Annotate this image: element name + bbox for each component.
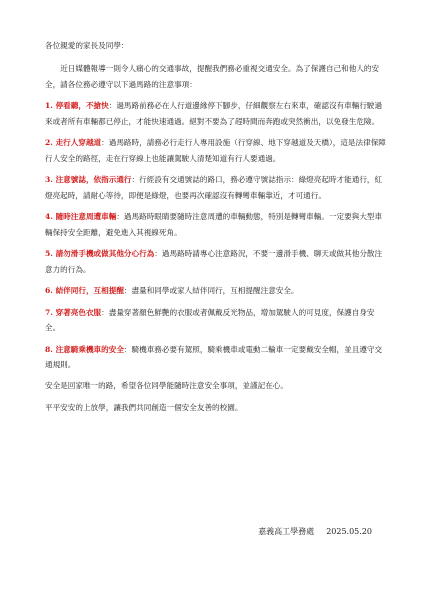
safety-item-4	[45, 209, 386, 240]
safety-item-text: ：過馬路時，請務必行走行人專用設施（行穿線、地下穿越道及天橋），這是法律保障行人安全的路徑，走在行穿線上也能讓駕駛人清楚知道有行人要通過。	[45, 138, 386, 163]
safety-item-heading: 3. 注意號誌，依指示通行	[45, 175, 132, 184]
signature-organization: 嘉義高工學務處	[258, 527, 315, 536]
safety-item-heading: 6. 結伴同行，互相提醒	[45, 286, 124, 295]
safety-item-6	[45, 283, 386, 299]
safety-item-heading: 2. 走行人穿越道	[45, 138, 102, 147]
greeting: 各位親愛的家長及同學：	[45, 41, 129, 50]
safety-item-text: ：過馬路時眼睛要隨時注意周遭的車輛動態，特別是轉彎車輛。一定要與大型車輛保持安全距離，避免進入其視線死角。	[45, 212, 383, 237]
safety-item-heading: 5. 請勿滑手機或做其他分心行為	[45, 249, 155, 258]
safety-item-text: ：騎機車務必要有駕照，騎乘機車或電動二輪車一定要戴安全帽，並且遵守交通規則。	[45, 344, 383, 369]
safety-item-heading: 7. 穿著亮色衣服	[45, 307, 102, 317]
signature-block	[258, 526, 372, 538]
safety-item-heading: 4. 隨時注意周遭車輛	[45, 212, 117, 221]
safety-item-heading: 8. 注意騎乘機車的安全	[45, 344, 124, 354]
signature-date: 2025.05.20	[326, 527, 372, 536]
safety-item-2	[45, 135, 386, 166]
safety-item-text: ：盡量和同學或家人結伴同行，互相提醒注意安全。	[123, 286, 299, 295]
safety-item-7	[45, 305, 386, 336]
safety-item-text: ：過馬路前務必在人行道邊緣停下腳步，仔細觀察左右來車，確認沒有車輛行駛過來或者所有車輛都已停止，才能快速通過。絕對不要為了趕時間而奔跑或突然衝出，以免發生危險。	[45, 101, 383, 126]
safety-item-3	[45, 172, 386, 203]
safety-item-heading: 1. 停看聽，不搶快	[45, 101, 109, 110]
safety-item-text: ：過馬路時請專心注意路況，不要一邊滑手機、聊天或做其他分散注意力的行為。	[45, 249, 383, 274]
safety-item-text: ：盡量穿著顏色鮮艷的衣服或者佩戴反光物品，增加駕駛人的可見度，保護自身安全。	[45, 307, 375, 332]
safety-item-1	[45, 98, 386, 129]
safety-item-5	[45, 246, 386, 277]
intro-paragraph: 近日媒體報導一則令人痛心的交通事故，提醒我們務必重視交通安全。為了保護自己和他人的安全，請各位務必遵守以下過馬路的注意事項：	[45, 64, 380, 89]
closing-line-2: 平平安安的上放學，讓我們共同創造一個安全友善的校園。	[45, 402, 243, 412]
safety-item-text: ：行經設有交通號誌的路口，務必遵守號誌指示：綠燈亮起時才能通行，紅燈亮起時，請耐心等待，即便是綠燈，也要再次確認沒有轉彎車輛靠近，才可通行。	[45, 175, 383, 200]
closing-line-1: 安全是回家唯一的路，希望各位同學能隨時注意安全事項，並謹記在心。	[45, 380, 288, 390]
safety-item-8	[45, 342, 386, 373]
